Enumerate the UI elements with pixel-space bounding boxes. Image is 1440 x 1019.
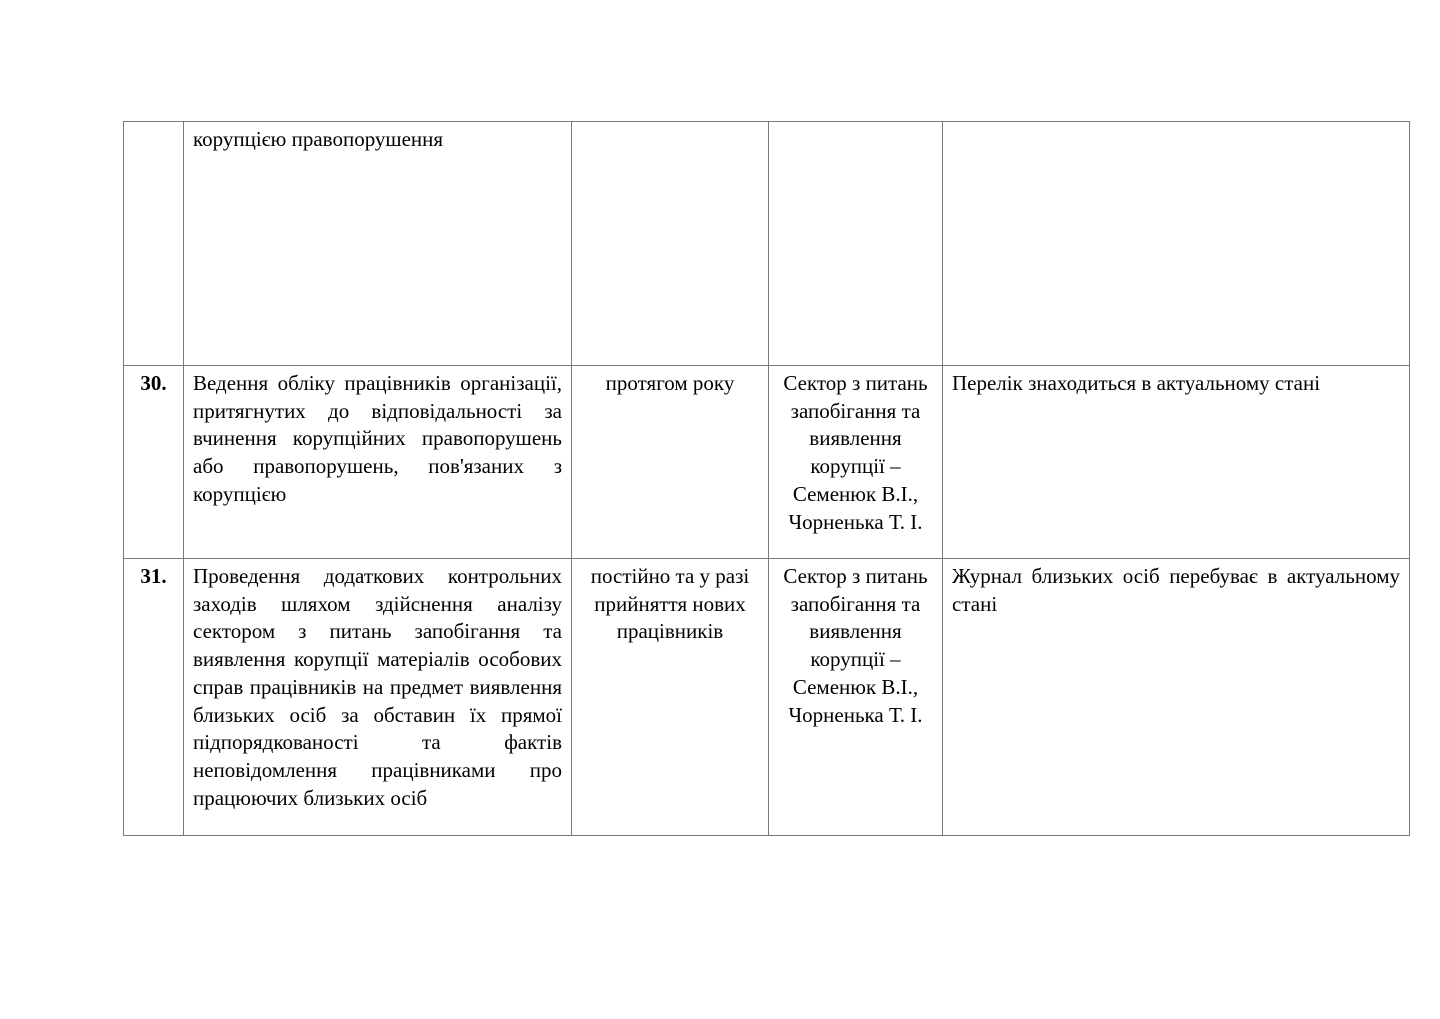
measure-text: корупцією правопорушення [184,122,572,366]
row-number: 30. [124,366,184,559]
result-text: Журнал близьких осіб перебуває в актуальному стані [943,559,1410,836]
table-row [124,122,1410,366]
term-text: протягом року [572,366,769,559]
row-number: 31. [124,559,184,836]
term-text: постійно та у разі прийняття нових працівників [572,559,769,836]
measure-text: Ведення обліку працівників організації, притягнутих до відповідальності за вчинення корупційних правопорушень або правопорушень, пов'язаних з корупцією [184,366,572,559]
table-row [124,559,1410,836]
row-number [124,122,184,366]
measure-text: Проведення додаткових контрольних заходів шляхом здійснення аналізу сектором з питань запобігання та виявлення корупції матеріалів особових справ працівників на предмет виявлення близьких осіб за обставин їх прямої підпорядкованості та фактів неповідомлення працівниками про працюючих близьких осіб [184,559,572,836]
result-text: Перелік знаходиться в актуальному стані [943,366,1410,559]
responsible-text [769,122,943,366]
table-row [124,366,1410,559]
result-text [943,122,1410,366]
responsible-text: Сектор з питань запобігання та виявлення корупції – Семенюк В.І., Чорненька Т. І. [769,366,943,559]
responsible-text: Сектор з питань запобігання та виявлення корупції – Семенюк В.І., Чорненька Т. І. [769,559,943,836]
measures-table [123,121,1410,836]
term-text [572,122,769,366]
